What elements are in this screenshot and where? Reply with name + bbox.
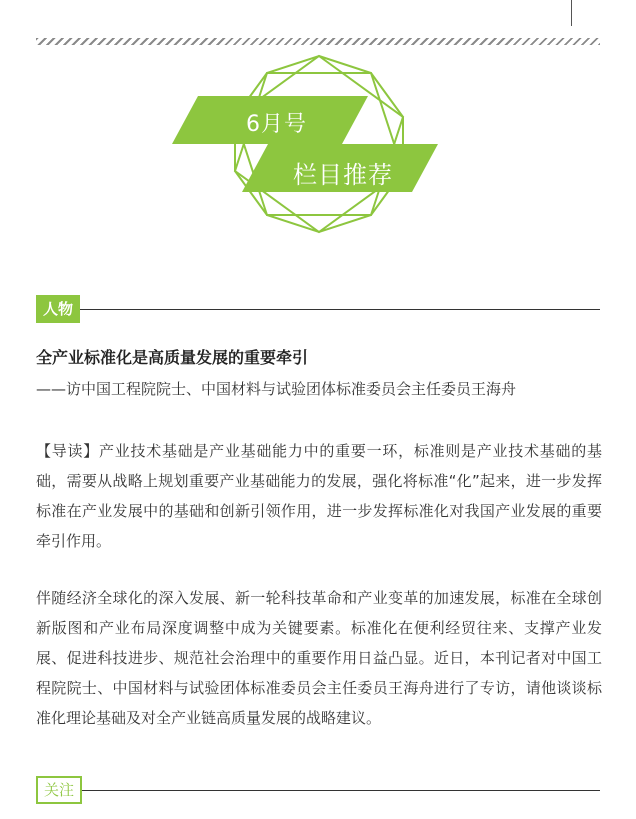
article-body: 伴随经济全球化的深入发展、新一轮科技革命和产业变革的加速发展，标准在全球创新版图和产业布局深度调整中成为关键要素。标准化在便利经贸往来、支撑产业发展、促进科技进步、规范社会治理中的重要作用日益凸显。近日，本刊记者对中国工程院院士、中国材料与试验团体标准委员会主任委员王海舟进行了专访，请他谈谈标准化理论基础及对全产业链高质量发展的战略建议。 <box>36 589 602 727</box>
section-tag-focus[interactable]: 关注 <box>36 776 82 804</box>
section-header-focus <box>36 776 600 804</box>
column-label: 栏目推荐 <box>293 161 393 189</box>
hatched-divider <box>36 38 600 45</box>
section-rule <box>36 309 600 310</box>
article-subtitle: ——访中国工程院院士、中国材料与试验团体标准委员会主任委员王海舟 <box>36 380 517 398</box>
issue-label: 6月号 <box>246 112 307 137</box>
article-intro: 【导读】产业技术基础是产业基础能力中的重要一环，标准则是产业技术基础的基础，需要从战略上规划重要产业基础能力的发展，强化将标准“化”起来，进一步发挥标准在产业发展中的基础和创新引领作用，进一步发挥标准化对我国产业发展的重要牵引作用。 <box>36 442 602 550</box>
section-header-person <box>36 295 600 323</box>
section-rule <box>36 790 600 791</box>
section-tag-person[interactable]: 人物 <box>36 295 80 323</box>
top-divider-tick <box>571 0 572 26</box>
article-title: 全产业标准化是高质量发展的重要牵引 <box>36 348 309 367</box>
